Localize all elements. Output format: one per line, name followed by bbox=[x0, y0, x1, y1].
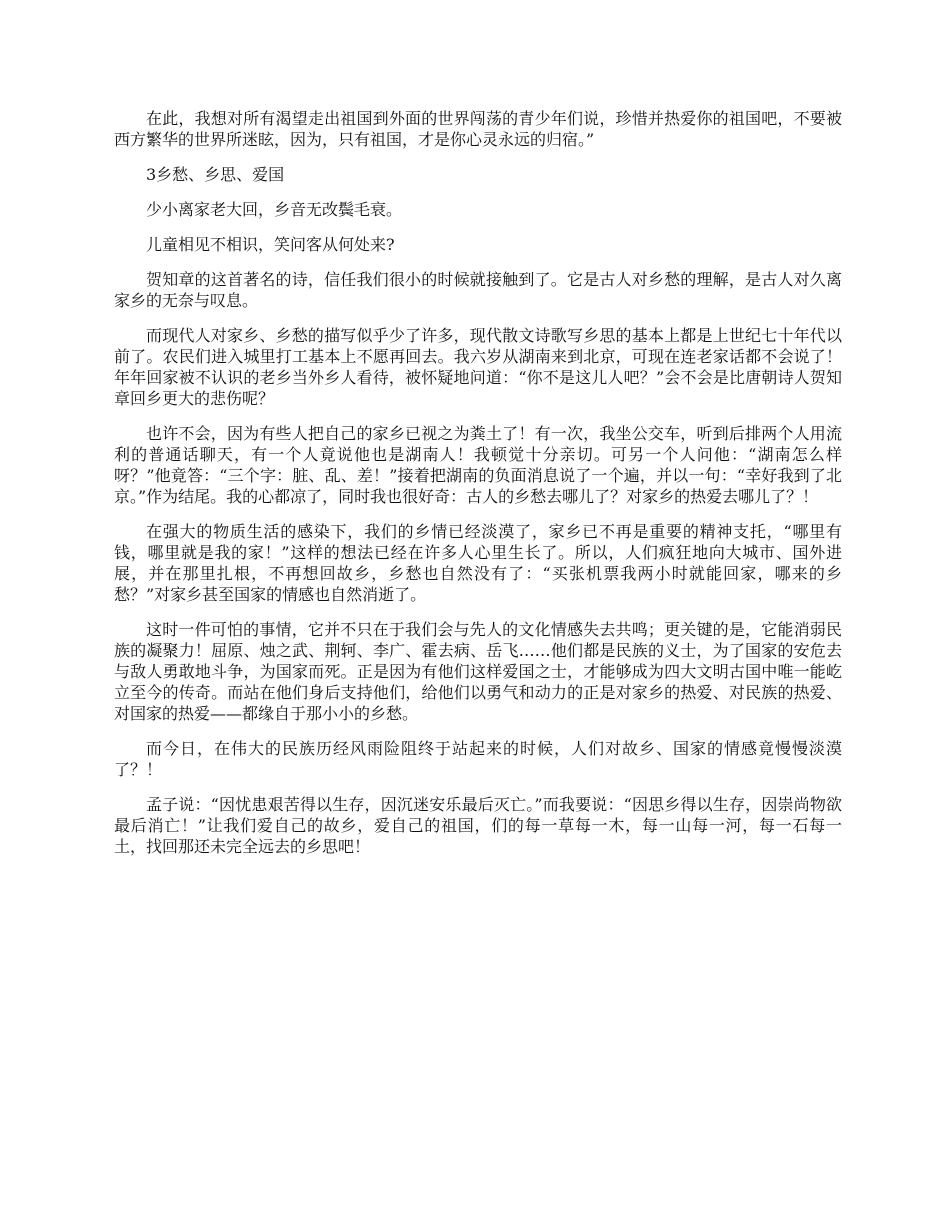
paragraph: 在强大的物质生活的感染下，我们的乡情已经淡漠了，家乡已不再是重要的精神支托，“哪里有钱，哪里就是我的家！”这样的想法已经在许多人心里生长了。所以，人们疯狂地向大城市、国外进展，并在那里扎根，不再想回故乡，乡愁也自然没有了：“买张机票我两小时就能回家，哪来的乡愁？”对家乡甚至国家的情感也自然消逝了。 bbox=[114, 522, 842, 604]
document-body bbox=[114, 108, 842, 871]
paragraph: 也许不会，因为有些人把自己的家乡已视之为粪土了！有一次，我坐公交车，听到后排两个人用流利的普通话聊天，有一个人竟说他也是湖南人！我顿觉十分亲切。可另一个人问他：“湖南怎么样呀？”他竟答：“三个字：脏、乱、差！”接着把湖南的负面消息说了一个遍，并以一句：“幸好我到了北京。”作为结尾。我的心都凉了，同时我也很好奇：古人的乡愁去哪儿了？对家乡的热爱去哪儿了？！ bbox=[114, 424, 842, 506]
paragraph: 而今日，在伟大的民族历经风雨险阻终于站起来的时候，人们对故乡、国家的情感竟慢慢淡漠了？！ bbox=[114, 739, 842, 779]
section-heading: 3乡愁、乡思、爱国 bbox=[146, 165, 285, 184]
paragraph: 这时一件可怕的事情，它并不只在于我们会与先人的文化情感失去共鸣；更关键的是，它能消弱民族的凝聚力！屈原、烛之武、荆轲、李广、霍去病、岳飞……他们都是民族的义士，为了国家的安危去与敌人勇敢地斗争，为国家而死。正是因为有他们这样爱国之士，才能够成为四大文明古国中唯一能屹立至今的传奇。而站在他们身后支持他们，给他们以勇气和动力的正是对家乡的热爱、对民族的热爱、对国家的热爱——都缘自于那小小的乡愁。 bbox=[114, 620, 842, 723]
paragraph: 孟子说：“因忧患艰苦得以生存，因沉迷安乐最后灭亡。”而我要说：“因思乡得以生存，因崇尚物欲最后消亡！”让我们爱自己的故乡，爱自己的祖国，们的每一草每一木，每一山每一河，每一石每一土，找回那还未完全远去的乡思吧！ bbox=[114, 795, 842, 856]
poem-line: 少小离家老大回，乡音无改鬓毛衰。 bbox=[146, 200, 403, 219]
paragraph: 而现代人对家乡、乡愁的描写似乎少了许多，现代散文诗歌写乡思的基本上都是上世纪七十年代以前了。农民们进入城里打工基本上不愿再回去。我六岁从湖南来到北京，可现在连老家话都不会说了！年年回家被不认识的老乡当外乡人看待，被怀疑地问道：“你不是这儿人吧？”会不会是比唐朝诗人贺知章回乡更大的悲伤呢？ bbox=[114, 326, 842, 408]
poem-line: 儿童相见不相识，笑问客从何处来? bbox=[146, 235, 395, 254]
paragraph: 在此，我想对所有渴望走出祖国到外面的世界闯荡的青少年们说，珍惜并热爱你的祖国吧，不要被西方繁华的世界所迷眩，因为，只有祖国，才是你心灵永远的归宿。” bbox=[114, 109, 842, 149]
paragraph: 贺知章的这首著名的诗，信任我们很小的时候就接触到了。它是古人对乡愁的理解，是古人对久离家乡的无奈与叹息。 bbox=[114, 270, 842, 310]
